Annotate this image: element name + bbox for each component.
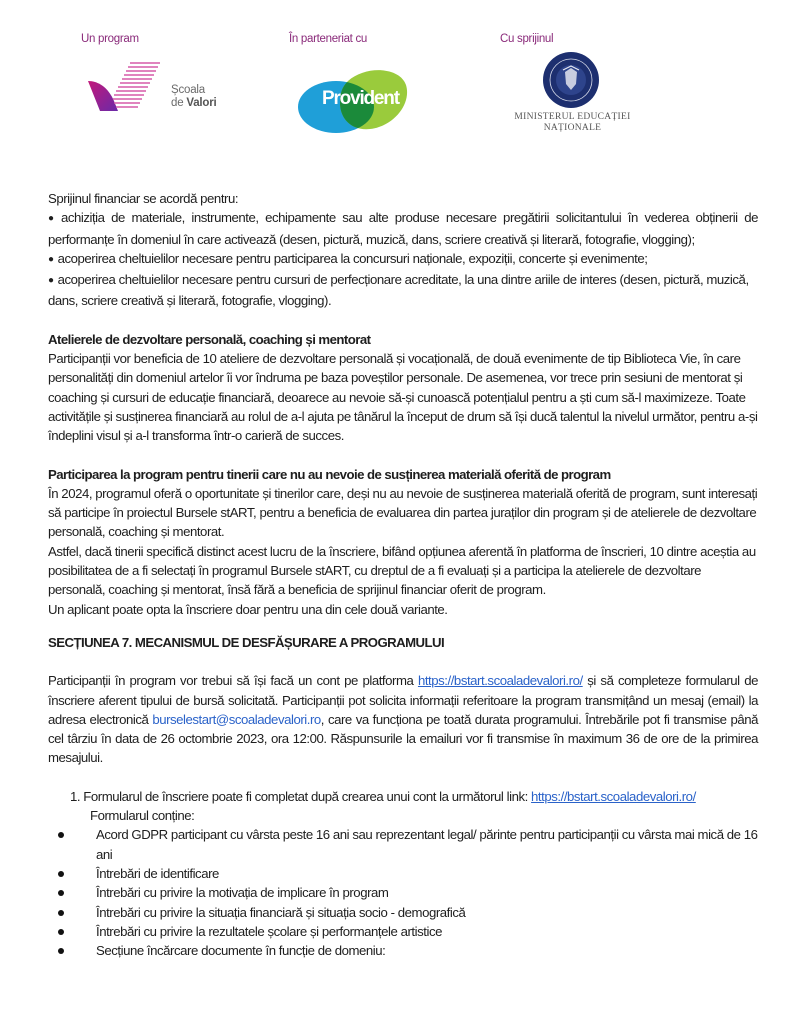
government-seal-icon [541,50,601,110]
section-7-intro: Participanții în program vor trebui să își facă un cont pe platforma https://bstart.scoaladevalori.ro/ și să completeze formularul de înscriere aferent tipului de bursă solicitată. Participanții pot solicita informații referitoare la program transmițând un mesaj (email) la adresa electronică burselestart@scoaladevalori.ro, care va funcționa pe toată durata programului. Întrebările pot fi transmise până cel târziu în data de 26 octombrie 2023, ora 12:00. Răspunsurile la emailuri vor fi transmise în maximum 36 de ore de la primirea mesajului. [48,673,758,766]
scoala-de-valori-logo-icon [86,61,168,111]
label-program: Un program [81,33,139,45]
financial-intro: Sprijinul financiar se acordă pentru: [48,191,239,206]
registration-link[interactable]: https://bstart.scoaladevalori.ro/ [531,788,696,804]
numbered-item-1: 1. Formularul de înscriere poate fi completat după crearea unui cont la următorul link: https://bstart.scoaladevalori.ro/ [70,788,696,804]
workshops-section [48,330,758,446]
list-item: Întrebări cu privire la motivația de implicare în program [48,883,758,902]
list-item: Acord GDPR participant cu vârsta peste 16 ani sau reprezentant legal/ părinte pentru participanții cu vârsta mai mică de 16 ani [48,825,758,864]
label-support: Cu sprijinul [500,33,554,45]
financial-item: ● acoperirea cheltuielilor necesare pentru participarea la concursuri naționale, expoziții, concerte și evenimente; [48,249,758,270]
list-item: Întrebări de identificare [48,864,758,883]
workshops-heading: Atelierele de dezvoltare personală, coaching și mentorat [48,331,371,347]
participation-heading: Participarea la program pentru tinerii care nu au nevoie de susținerea materială oferită de program [48,466,611,482]
participation-section [48,465,758,619]
list-item: Întrebări cu privire la rezultatele școlare și performanțele artistice [48,922,758,941]
financial-support-section [48,189,758,311]
partner-logos-header [0,0,792,160]
form-contents-list [48,825,758,960]
ministry-wordmark: MINISTERUL EDUCAȚIEI NAȚIONALE [514,112,631,133]
financial-item: ● achiziția de materiale, instrumente, echipamente sau alte produse necesare pregătirii solicitantului în vederea obținerii de performanțe în domeniul în care activează (desen, pictură, muzică, dans, scriere creativă și literară, fotografie, vlogging); [48,208,758,249]
form-contains-label: Formularul conține: [90,808,195,824]
list-item: Întrebări cu privire la situația financiară și situația socio - demografică [48,903,758,922]
label-partner: În parteneriat cu [289,33,368,45]
contact-email[interactable]: burselestart@scoaladevalori.ro [152,711,321,727]
document-body [48,189,758,960]
participation-para-1: În 2024, programul oferă o oportunitate și tinerilor care, deși nu au nevoie de susținerea materială oferită de program, sunt interesați să participe în proiectul Bursele stART, pentru a beneficia de evaluarea din partea juraților din program și de atelierele de dezvoltare personală, coaching și mentorat. [48,485,758,540]
section-7 [48,633,758,960]
list-item: Secțiune încărcare documente în funcție de domeniu: [48,941,758,960]
participation-para-2: Astfel, dacă tinerii specifică distinct acest lucru de la înscriere, bifând opțiunea aferentă în platforma de înscrieri, 10 dintre aceștia au posibilitatea de a fi selectați în programul Bursele stART, cu dreptul de a fi evaluați și a participa la atelierele de dezvoltare personală, coaching și mentorat, însă fără a beneficia de sprijinul financiar oferit de program. [48,543,756,598]
provident-wordmark: Provident [322,88,399,109]
workshops-body: Participanții vor beneficia de 10 ateliere de dezvoltare personală și vocațională, de două evenimente de tip Biblioteca Vie, în care personalități din domeniul artelor îi vor îndruma pe baza poveștilor personale. De asemenea, vor trece prin sesiuni de mentorat și coaching și cursuri de educație financiară, deoarece au nevoie să-și cunoască potențialul pentru a ști cum să-l maximizeze. Toate activitățile și susținerea financiară au rolul de a-l ajuta pe tânărul la început de drum să își ducă talentul la nivelul următor, pentru a-și îndeplini visul și a-l transforma într-o carieră de succes. [48,351,758,444]
section-7-heading: SECȚIUNEA 7. MECANISMUL DE DESFĂȘURARE A PROGRAMULUI [48,634,445,650]
scoala-de-valori-wordmark: Școala de Valori [171,84,217,109]
financial-item: ● acoperirea cheltuielilor necesare pentru cursuri de perfecționare acreditate, la una dintre ariile de interes (desen, pictură, muzică, dans, scriere creativă și literară, fotografie, vlogging). [48,270,758,311]
participation-para-3: Un aplicant poate opta la înscriere doar pentru una din cele două variante. [48,601,448,617]
platform-link[interactable]: https://bstart.scoaladevalori.ro/ [417,673,583,689]
